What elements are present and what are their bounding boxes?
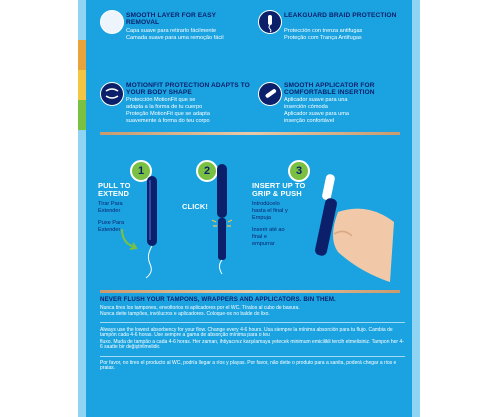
- warning-line: Nunca tires los tampones, envoltorios ni aplicadores por el WC. Tíralos al cubo de basura.: [100, 305, 300, 311]
- step-title-1: PULL TO EXTEND: [98, 181, 131, 199]
- step-number-3: 3: [288, 160, 310, 182]
- arrow-down-icon: [116, 225, 146, 255]
- step-line: Empuja: [252, 215, 271, 221]
- motionfit-icon: [100, 82, 124, 106]
- color-strip-yellow: [78, 70, 86, 100]
- hand-insert-illustration: [304, 172, 404, 282]
- fine-print: Por favor, no tires el producto al WC, podría llegar a ríos y playas. Por favor, não deite o produto para a sanita, poderá chegar a rios e praias.: [100, 360, 397, 372]
- feature-title-4: SMOOTH APPLICATOR FOR COMFORTABLE INSERTION: [284, 82, 375, 97]
- feature-line: Protección con trenza antifugas: [284, 28, 363, 34]
- warning-title: NEVER FLUSH YOUR TAMPONS, WRAPPERS AND APPLICATORS. BIN THEM.: [100, 296, 336, 303]
- step-line: Extender: [98, 208, 121, 214]
- step-line: final e: [252, 234, 267, 240]
- package-panel: [86, 0, 412, 417]
- package-right-flap: [412, 0, 420, 417]
- applicator-icon: [258, 82, 282, 106]
- fine-print: fluxo. Muda de tampão a cada 4-6 horas. Her zaman, ihtiyacınız karşılamaya yetecek minimum emicilikli tercih etmelisiniz. Tampon her 4-6 saatte bir değiştirilmelidir.: [100, 339, 404, 351]
- cotton-layer-icon: [100, 10, 124, 34]
- step-number-1: 1: [130, 160, 152, 182]
- feature-title-3: MOTIONFIT PROTECTION ADAPTS TO YOUR BODY SHAPE: [126, 82, 250, 97]
- feature-line: Proteção MotionFit que se adapta: [126, 111, 210, 117]
- step-line: Puxe Para: [98, 220, 125, 226]
- feature-title-2: LEAKGUARD BRAID PROTECTION: [284, 12, 397, 19]
- step-line: Estender: [98, 227, 121, 233]
- braid-icon: [258, 10, 282, 34]
- color-strip-orange: [78, 40, 86, 70]
- applicator-illustration-2: [208, 160, 238, 280]
- feature-line: Protección MotionFit que se: [126, 97, 196, 103]
- step-line: Tirar Para: [98, 201, 123, 207]
- feature-line: Aplicador suave para una: [284, 97, 348, 103]
- step-line: Introdúcelo: [252, 201, 280, 207]
- step-title-2: CLICK!: [182, 202, 209, 211]
- feature-line: suavemente à forma do teu corpo: [126, 118, 210, 124]
- fine-print: Always use the lowest absorbency for your flow. Change every 4-6 hours. Usa siempre la mínima absorción para tu flujo. Cambia de tampón cada 4-6 horas. Use sempre a gama de absorção mínima para o teu: [100, 327, 393, 339]
- step-line: empurrar: [252, 241, 275, 247]
- step-line: Inserir até ao: [252, 227, 285, 233]
- feature-title-1: SMOOTH LAYER FOR EASY REMOVAL: [126, 12, 217, 27]
- step-number-2: 2: [196, 160, 218, 182]
- color-strip-green: [78, 100, 86, 130]
- warning-line: Nunca deite tampões, invólucros e aplicadores. Coloque-os no balde do lixo.: [100, 311, 270, 317]
- feature-line: adapta a la forma de tu cuerpo: [126, 104, 203, 110]
- copper-divider-2: [100, 290, 400, 293]
- step-title-3: INSERT UP TO GRIP & PUSH: [252, 181, 306, 199]
- separator-line: [100, 356, 405, 357]
- copper-divider: [100, 132, 400, 135]
- feature-line: inserción cómoda: [284, 104, 328, 110]
- feature-line: Proteção com Trança Antifugas: [284, 35, 362, 41]
- separator-line: [100, 322, 405, 323]
- feature-line: Aplicador suave para uma: [284, 111, 349, 117]
- feature-line: Camada suave para uma remoção fácil: [126, 35, 224, 41]
- step-line: hasta el final y: [252, 208, 288, 214]
- feature-line: Capa suave para retirarlo fácilmente: [126, 28, 217, 34]
- feature-line: inserção confortável: [284, 118, 335, 124]
